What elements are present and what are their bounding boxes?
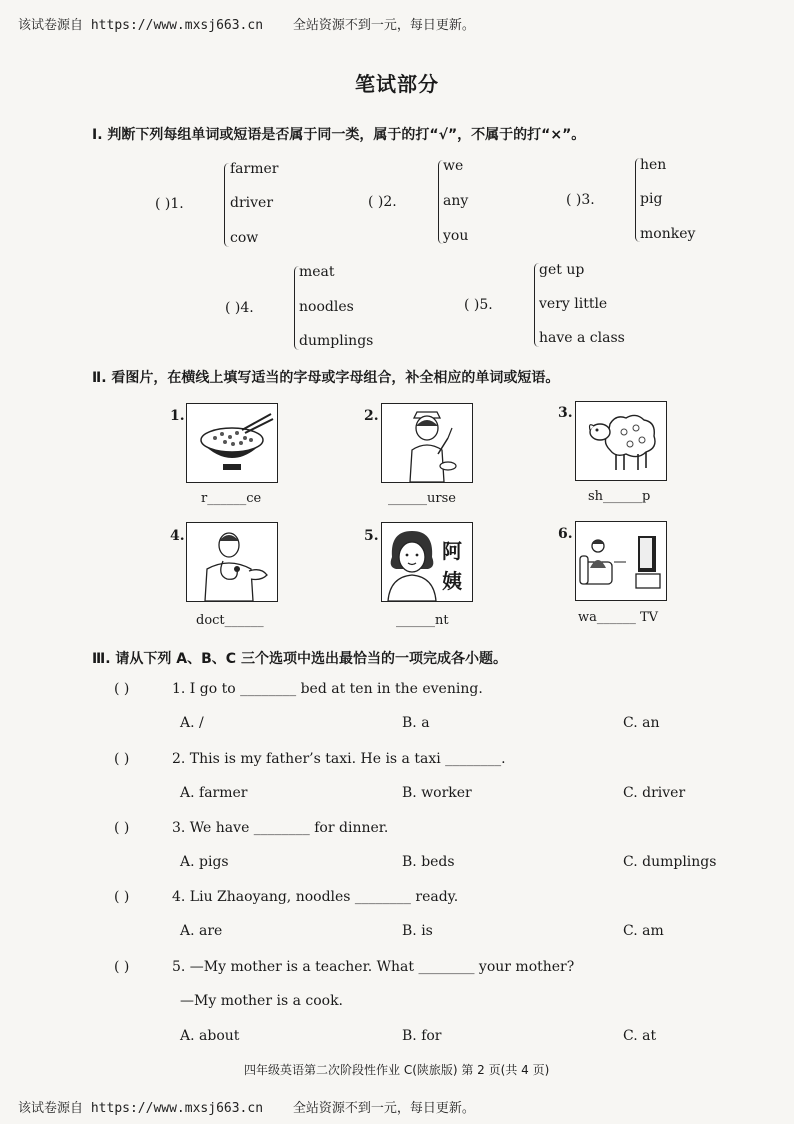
pic-item-3-answer[interactable]: sh______p <box>588 489 651 504</box>
sheep-icon <box>575 401 667 481</box>
pic-item-2-answer[interactable]: ______urse <box>388 491 456 506</box>
group-3-answer-paren[interactable]: ( )3. <box>566 192 595 208</box>
pic-item-5-char-1: 阿 <box>442 539 462 563</box>
section3-heading: Ⅲ. 请从下列 A、B、C 三个选项中选出最恰当的一项完成各小题。 <box>92 651 507 667</box>
q1-answer-paren[interactable]: ( ) <box>114 681 130 697</box>
q5-option-a[interactable]: A. about <box>180 1028 240 1044</box>
nurse-icon <box>381 403 473 483</box>
watermark-url[interactable]: https://www.mxsj663.cn <box>90 1101 264 1116</box>
group-3-word-2: pig <box>640 191 663 207</box>
rice-bowl-icon <box>186 403 278 483</box>
watermark-slogan: 全站资源不到一元，每日更新。 <box>292 18 475 33</box>
q3-option-a[interactable]: A. pigs <box>180 854 229 870</box>
group-5-word-2: very little <box>539 296 608 312</box>
watermark-slogan: 全站资源不到一元，每日更新。 <box>292 1101 475 1116</box>
page-footer: 四年级英语第二次阶段性作业 C(陕旅版) 第 2 页(共 4 页) <box>244 1063 550 1077</box>
group-1-answer-paren[interactable]: ( )1. <box>155 196 184 212</box>
watermark-site-label: 该试卷源自 <box>18 18 84 33</box>
page-title: 笔试部分 <box>355 72 439 96</box>
pic-item-2-number: 2. <box>364 408 379 424</box>
group-1-word-2: driver <box>230 195 274 211</box>
watermark-site-label: 该试卷源自 <box>18 1101 84 1116</box>
group-5-answer-paren[interactable]: ( )5. <box>464 297 493 313</box>
q1-text: 1. I go to ________ bed at ten in the evening. <box>172 681 483 697</box>
section1-heading: Ⅰ. 判断下列每组单词或短语是否属于同一类，属于的打“√”，不属于的打“×”。 <box>92 127 586 143</box>
section2-heading: Ⅱ. 看图片，在横线上填写适当的字母或字母组合，补全相应的单词或短语。 <box>92 370 560 386</box>
pic-item-5-number: 5. <box>364 528 379 544</box>
group-5-word-3: have a class <box>539 330 625 346</box>
pic-item-4-number: 4. <box>170 528 185 544</box>
group-4-answer-paren[interactable]: ( )4. <box>225 300 254 316</box>
watching-tv-icon <box>575 521 667 601</box>
pic-item-1-number: 1. <box>170 408 185 424</box>
q4-option-c[interactable]: C. am <box>623 923 664 939</box>
pic-item-5-char-2: 姨 <box>442 569 462 593</box>
q3-text: 3. We have ________ for dinner. <box>172 820 389 836</box>
pic-item-5-answer[interactable]: ______nt <box>396 613 449 628</box>
group-5-word-1: get up <box>539 262 585 278</box>
pic-item-6-answer[interactable]: wa______ TV <box>578 610 659 625</box>
q4-option-a[interactable]: A. are <box>180 923 223 939</box>
q5-option-c[interactable]: C. at <box>623 1028 657 1044</box>
q5-answer-paren[interactable]: ( ) <box>114 959 130 975</box>
pic-item-4-answer[interactable]: doct______ <box>196 613 264 628</box>
group-1-word-3: cow <box>230 230 259 246</box>
group-2-word-2: any <box>443 193 469 209</box>
group-4-word-3: dumplings <box>299 333 374 349</box>
group-4-word-1: meat <box>299 264 335 280</box>
q1-option-a[interactable]: A. / <box>180 715 204 731</box>
doctor-icon <box>186 522 278 602</box>
pic-item-1-answer[interactable]: r______ce <box>201 491 262 506</box>
group-1-word-1: farmer <box>230 161 279 177</box>
q3-option-b[interactable]: B. beds <box>402 854 455 870</box>
q5-text: 5. —My mother is a teacher. What ________ your mother? <box>172 959 575 975</box>
watermark-url[interactable]: https://www.mxsj663.cn <box>90 18 264 33</box>
pic-item-3-number: 3. <box>558 405 573 421</box>
watermark-top <box>18 14 475 33</box>
q1-option-b[interactable]: B. a <box>402 715 430 731</box>
q1-option-c[interactable]: C. an <box>623 715 660 731</box>
watermark-bottom <box>18 1097 475 1116</box>
group-3-word-1: hen <box>640 157 667 173</box>
q2-answer-paren[interactable]: ( ) <box>114 751 130 767</box>
q3-option-c[interactable]: C. dumplings <box>623 854 717 870</box>
q2-option-b[interactable]: B. worker <box>402 785 472 801</box>
group-2-answer-paren[interactable]: ( )2. <box>368 194 397 210</box>
group-3-word-3: monkey <box>640 226 696 242</box>
q4-text: 4. Liu Zhaoyang, noodles ________ ready. <box>172 889 459 905</box>
q4-answer-paren[interactable]: ( ) <box>114 889 130 905</box>
aunt-icon <box>381 522 473 602</box>
q2-option-c[interactable]: C. driver <box>623 785 686 801</box>
pic-item-6-number: 6. <box>558 526 573 542</box>
group-1-brace <box>224 163 229 247</box>
q2-option-a[interactable]: A. farmer <box>180 785 248 801</box>
q2-text: 2. This is my father’s taxi. He is a taxi ________. <box>172 751 506 767</box>
group-2-word-1: we <box>443 158 464 174</box>
q5-text-line-2: —My mother is a cook. <box>180 993 344 1009</box>
group-4-word-2: noodles <box>299 299 354 315</box>
group-2-word-3: you <box>443 228 469 244</box>
q5-option-b[interactable]: B. for <box>402 1028 442 1044</box>
q4-option-b[interactable]: B. is <box>402 923 433 939</box>
q3-answer-paren[interactable]: ( ) <box>114 820 130 836</box>
